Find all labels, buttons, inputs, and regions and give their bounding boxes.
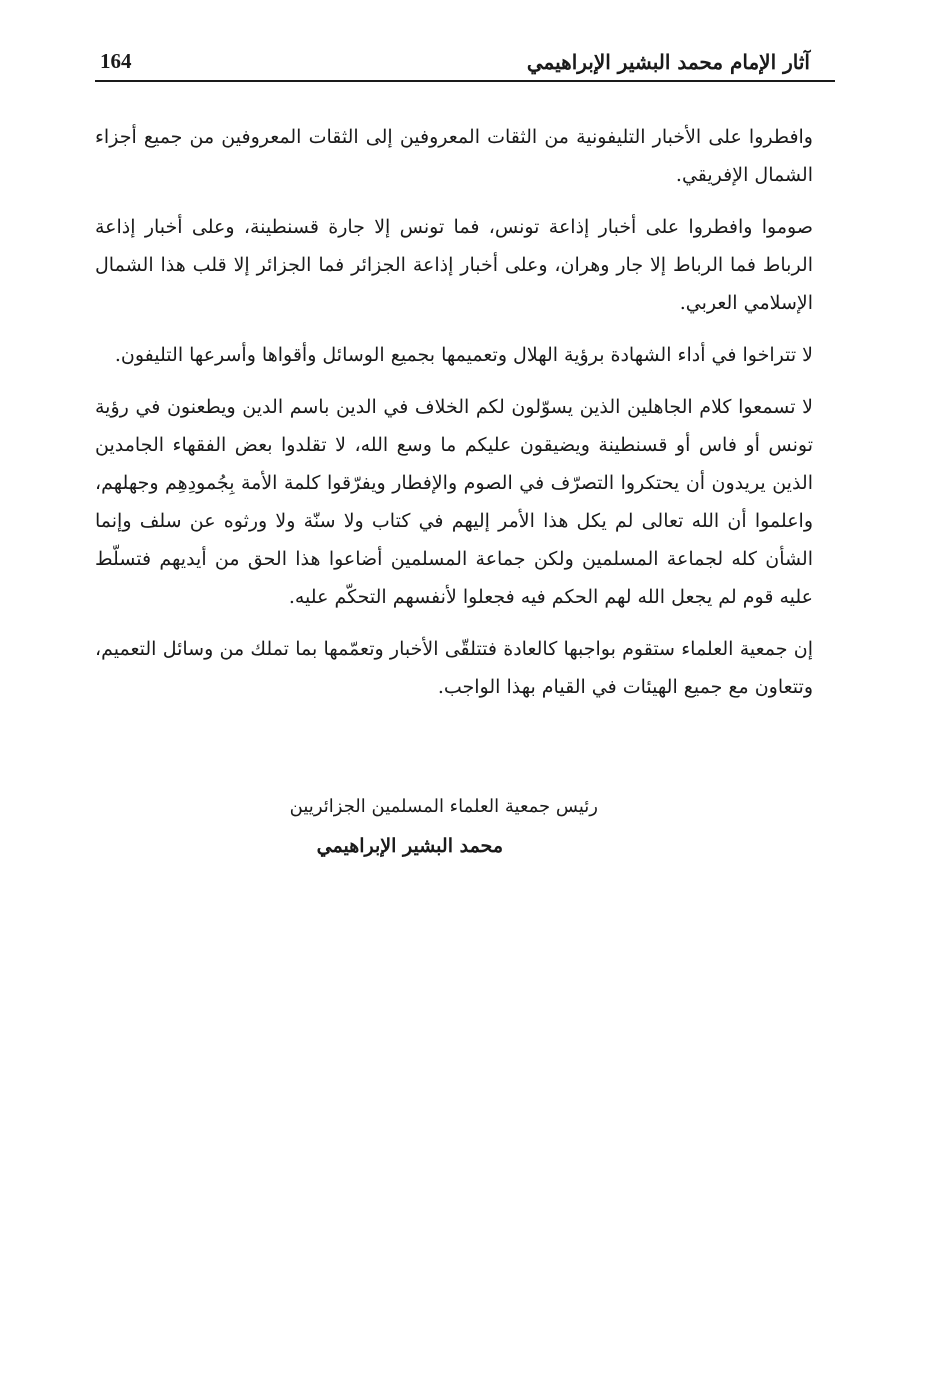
running-title: آثار الإمام محمد البشير الإبراهيمي: [526, 50, 810, 74]
article-body: [95, 118, 835, 720]
paragraph: صوموا وافطروا على أخبار إذاعة تونس، فما تونس إلا جارة قسنطينة، وعلى أخبار إذاعة الرباط فما الرباط إلا جار وهران، وعلى أخبار إذاعة الجزائر فما الجزائر إلا قلب هذا الشمال الإسلامي العربي.: [95, 216, 813, 314]
paragraph: لا تتراخوا في أداء الشهادة برؤية الهلال وتعميمها بجميع الوسائل وأقواها وأسرعها التليفون.: [114, 344, 813, 366]
page-number: 164: [100, 49, 132, 73]
paragraph: لا تسمعوا كلام الجاهلين الذين يسوّلون لكم الخلاف في الدين باسم الدين ويطعنون في رؤية تونس أو فاس أو قسنطينة ويضيقون عليكم ما وسع الله، لا تقلدوا بعض الفقهاء الجامدين الذين يريدون أن يحتكروا التصرّف في الصوم والإفطار ويفرّقوا كلمة الأمة بِجُمودِهِم وجهلهم، واعلموا أن الله تعالى لم يكل هذا الأمر إليهم في كتاب ولا سنّة ولا ورثوه عن سلف وإنما الشأن كله لجماعة المسلمين ولكن جماعة المسلمين أضاعوا هذا الحق من أيديهم فتسلّط عليه قوم لم يجعل الله لهم الحكم فيه فجعلوا لأنفسهم التحكّم عليه.: [95, 396, 813, 608]
signature-block: [198, 788, 598, 866]
paragraph: إن جمعية العلماء ستقوم بواجبها كالعادة فتتلقّى الأخبار وتعمّمها بما تملك من وسائل التعميم، وتتعاون مع جميع الهيئات في القيام بهذا الواجب.: [95, 638, 813, 698]
running-header: [95, 40, 835, 82]
signature-role: رئيس جمعية العلماء المسلمين الجزائريين: [289, 796, 598, 817]
paragraph: وافطروا على الأخبار التليفونية من الثقات المعروفين إلى الثقات المعروفين من جميع أجزاء الشمال الإفريقي.: [95, 126, 813, 186]
signature-name: محمد البشير الإبراهيمي: [316, 835, 503, 857]
